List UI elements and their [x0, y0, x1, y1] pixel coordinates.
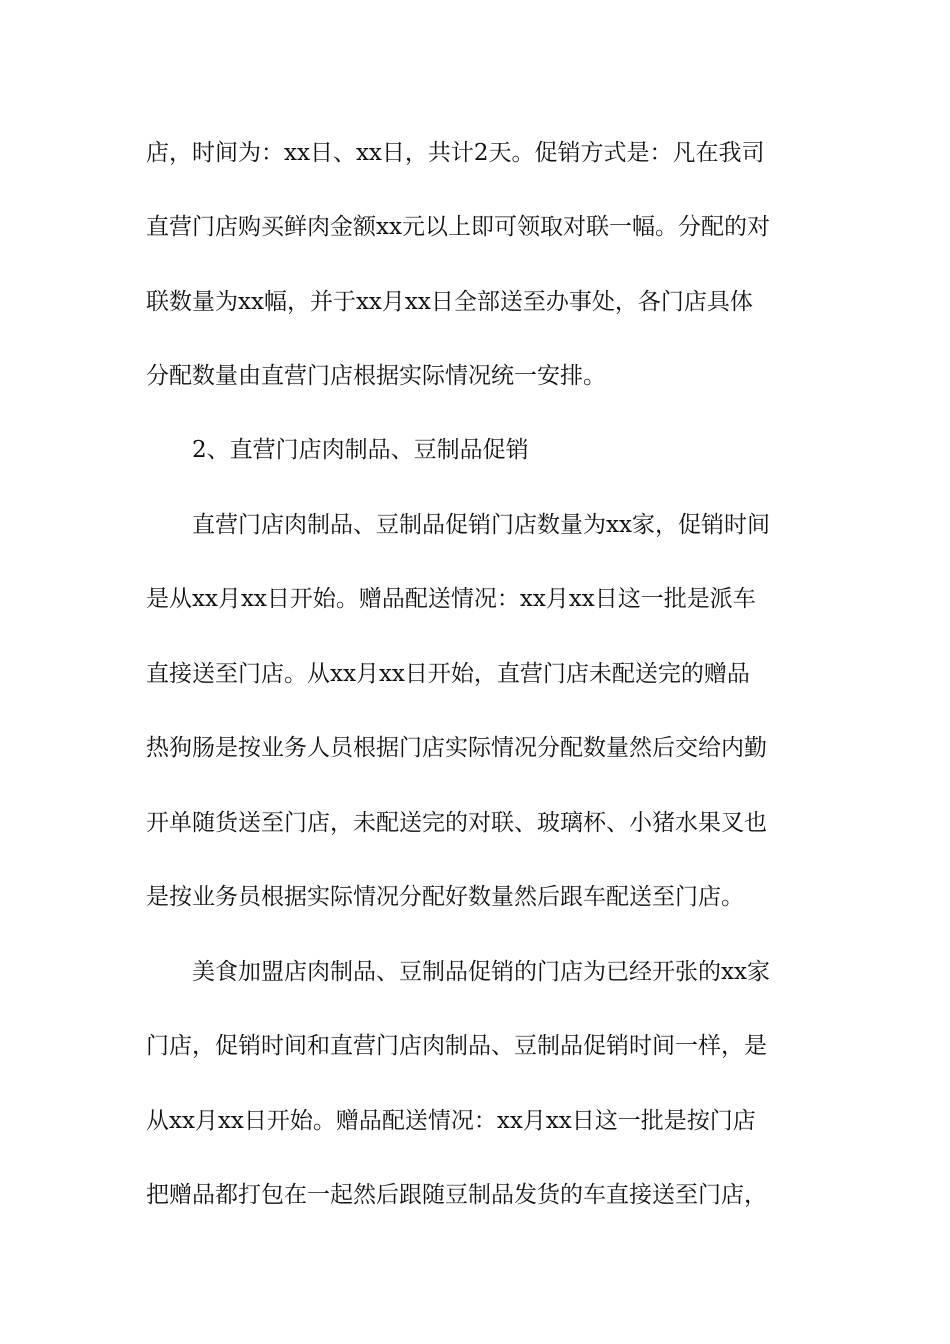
text-line: 从xx月xx日开始。赠品配送情况：xx月xx日这一批是按门店 — [146, 1108, 756, 1134]
text-line: 是按业务员根据实际情况分配好数量然后跟车配送至门店。 — [146, 884, 744, 910]
section-heading: 2、直营门店肉制品、豆制品促销 — [192, 437, 529, 463]
text-line: 直营门店肉制品、豆制品促销门店数量为xx家，促销时间 — [192, 512, 770, 538]
text-line: 门店，促销时间和直营门店肉制品、豆制品促销时间一样，是 — [146, 1033, 767, 1059]
text-line: 分配数量由直营门店根据实际情况统一安排。 — [146, 363, 606, 389]
text-line: 店，时间为：xx日、xx日，共计2天。促销方式是：凡在我司 — [146, 140, 765, 166]
text-line: 直营门店购买鲜肉金额xx元以上即可领取对联一幅。分配的对 — [146, 214, 770, 240]
text-line: 联数量为xx幅，并于xx月xx日全部送至办事处，各门店具体 — [146, 289, 753, 315]
text-line: 热狗肠是按业务人员根据门店实际情况分配数量然后交给内勤 — [146, 735, 767, 761]
text-line: 把赠品都打包在一起然后跟随豆制品发货的车直接送至门店， — [146, 1182, 767, 1208]
text-line: 美食加盟店肉制品、豆制品促销的门店为已经开张的xx家 — [192, 959, 770, 985]
text-line: 是从xx月xx日开始。赠品配送情况：xx月xx日这一批是派车 — [146, 586, 756, 612]
text-line: 开单随货送至门店，未配送完的对联、玻璃杯、小猪水果叉也 — [146, 810, 767, 836]
text-line: 直接送至门店。从xx月xx日开始，直营门店未配送完的赠品 — [146, 661, 750, 687]
